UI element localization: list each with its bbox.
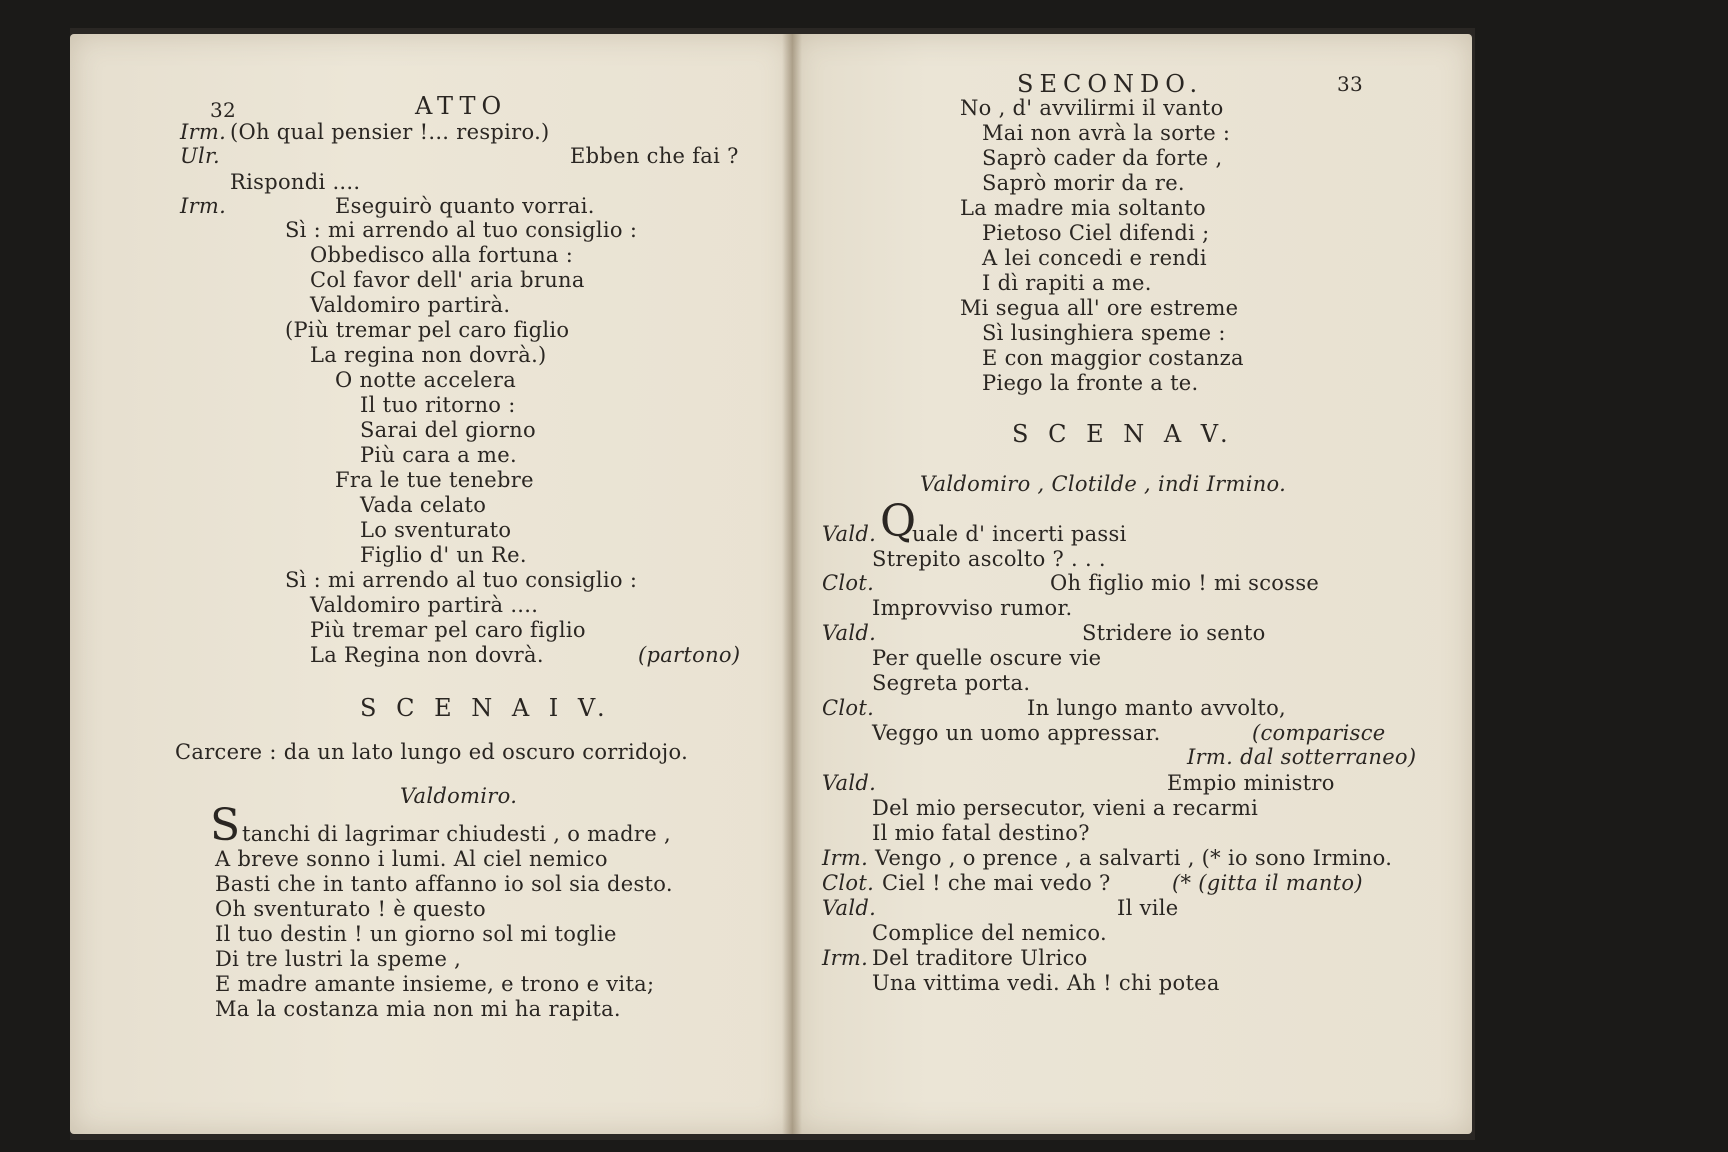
drop-cap: S	[210, 800, 241, 851]
left-page	[70, 34, 792, 1134]
verse-line: (Più tremar pel caro figlio	[285, 318, 570, 342]
verse-line: Lo sventurato	[360, 518, 512, 542]
verse-line: La regina non dovrà.)	[310, 343, 547, 367]
speaker-label: Irm.	[822, 846, 869, 870]
dialogue-line: In lungo manto avvolto,	[1027, 696, 1287, 720]
verse-line: La madre mia soltanto	[960, 196, 1206, 220]
dialogue-line: Del traditore Ulrico	[872, 946, 1088, 970]
page-number: 32	[210, 98, 237, 122]
speaker-label: Irm.	[180, 120, 227, 144]
verse-line: I dì rapiti a me.	[982, 271, 1152, 295]
dialogue-line: Del mio persecutor, vieni a recarmi	[872, 796, 1259, 820]
dialogue-line: Per quelle oscure vie	[872, 646, 1102, 670]
verse-line: Mi segua all' ore estreme	[960, 296, 1239, 320]
speaker-label: Clot.	[822, 871, 875, 895]
dialogue-line: Strepito ascolto ? . . .	[872, 547, 1106, 571]
verse-line: Fra le tue tenebre	[335, 468, 534, 492]
verse-line: tanchi di lagrimar chiudesti , o madre ,	[242, 822, 671, 846]
speaker-label: Irm.	[822, 946, 869, 970]
dialogue-line: Ebben che fai ?	[570, 144, 739, 168]
speaker-label: Vald.	[822, 896, 877, 920]
stage-direction: (comparisce	[1252, 721, 1386, 745]
verse-line: Pietoso Ciel difendi ;	[982, 221, 1210, 245]
scene-characters: Valdomiro , Clotilde , indi Irmino.	[920, 472, 1287, 496]
dialogue-line: uale d' incerti passi	[912, 522, 1127, 546]
verse-line: Mai non avrà la sorte :	[982, 121, 1231, 145]
stage-direction: (* (gitta il manto)	[1172, 871, 1363, 895]
verse-line: Valdomiro partirà ....	[310, 593, 539, 617]
dialogue-line: Oh figlio mio ! mi scosse	[1050, 571, 1320, 595]
speaker-label: Irm.	[180, 194, 227, 218]
dialogue-line: Eseguirò quanto vorrai.	[335, 194, 595, 218]
running-header: SECONDO.	[1017, 70, 1204, 98]
dialogue-line: Empio ministro	[1167, 771, 1335, 795]
verse-line: Valdomiro partirà.	[310, 293, 511, 317]
scene-title: S C E N A I V.	[360, 694, 611, 722]
dialogue-line: Stridere io sento	[1082, 621, 1266, 645]
verse-line: O notte accelera	[335, 368, 517, 392]
page-number: 33	[1337, 72, 1364, 96]
dialogue-line: Veggo un uomo appressar.	[872, 721, 1161, 745]
verse-line: Sì lusinghiera speme :	[982, 321, 1226, 345]
dialogue-line: Rispondi ....	[230, 170, 361, 194]
verse-line: Sarai del giorno	[360, 418, 536, 442]
verse-line: Oh sventurato ! è questo	[215, 897, 486, 921]
dialogue-line: Il vile	[1117, 896, 1179, 920]
verse-line: Saprò morir da re.	[982, 171, 1185, 195]
verse-line: La Regina non dovrà.	[310, 643, 544, 667]
verse-line: Saprò cader da forte ,	[982, 146, 1223, 170]
verse-line: E con maggior costanza	[982, 346, 1244, 370]
drop-cap: Q	[880, 496, 917, 547]
verse-line: Piego la fronte a te.	[982, 371, 1199, 395]
book-gutter	[782, 34, 802, 1134]
speaker-label: Vald.	[822, 621, 877, 645]
stage-direction: (partono)	[638, 643, 741, 667]
verse-line: Sì : mi arrendo al tuo consiglio :	[285, 568, 638, 592]
dialogue-line: Il mio fatal destino?	[872, 821, 1090, 845]
verse-line: Obbedisco alla fortuna :	[310, 243, 574, 267]
scene-setting: Carcere : da un lato lungo ed oscuro corridojo.	[175, 740, 689, 764]
verse-line: E madre amante insieme, e trono e vita;	[215, 972, 655, 996]
verse-line: Il tuo destin ! un giorno sol mi toglie	[215, 922, 617, 946]
running-header: ATTO	[415, 92, 508, 120]
verse-line: A breve sonno i lumi. Al ciel nemico	[215, 847, 608, 871]
speaker-label: Vald.	[822, 522, 877, 546]
scene-title: S C E N A V.	[1012, 420, 1234, 448]
verse-line: Più tremar pel caro figlio	[310, 618, 586, 642]
dialogue-line: Vengo , o prence , a salvarti , (* io sono Irmino.	[875, 846, 1393, 870]
dialogue-line: Complice del nemico.	[872, 921, 1107, 945]
verse-line: Col favor dell' aria bruna	[310, 268, 585, 292]
right-page	[792, 34, 1472, 1134]
verse-line: A lei concedi e rendi	[982, 246, 1207, 270]
verse-line: Più cara a me.	[360, 443, 517, 467]
verse-line: Vada celato	[360, 493, 487, 517]
dialogue-line: (Oh qual pensier !... respiro.)	[230, 120, 550, 144]
scene-character: Valdomiro.	[400, 784, 518, 808]
dialogue-line: Ciel ! che mai vedo ?	[882, 871, 1111, 895]
verse-line: Sì : mi arrendo al tuo consiglio :	[285, 218, 638, 242]
verse-line: No , d' avvilirmi il vanto	[960, 96, 1224, 120]
speaker-label: Clot.	[822, 696, 875, 720]
verse-line: Il tuo ritorno :	[360, 393, 516, 417]
verse-line: Ma la costanza mia non mi ha rapita.	[215, 997, 621, 1021]
speaker-label: Clot.	[822, 571, 875, 595]
verse-line: Figlio d' un Re.	[360, 543, 527, 567]
verse-line: Di tre lustri la speme ,	[215, 947, 462, 971]
stage-direction: Irm. dal sotterraneo)	[1187, 745, 1417, 769]
verse-line: Basti che in tanto affanno io sol sia desto.	[215, 872, 673, 896]
speaker-label: Vald.	[822, 771, 877, 795]
dialogue-line: Una vittima vedi. Ah ! chi potea	[872, 971, 1220, 995]
dialogue-line: Segreta porta.	[872, 671, 1031, 695]
speaker-label: Ulr.	[180, 144, 221, 168]
dialogue-line: Improvviso rumor.	[872, 596, 1073, 620]
open-book	[70, 28, 1475, 1140]
